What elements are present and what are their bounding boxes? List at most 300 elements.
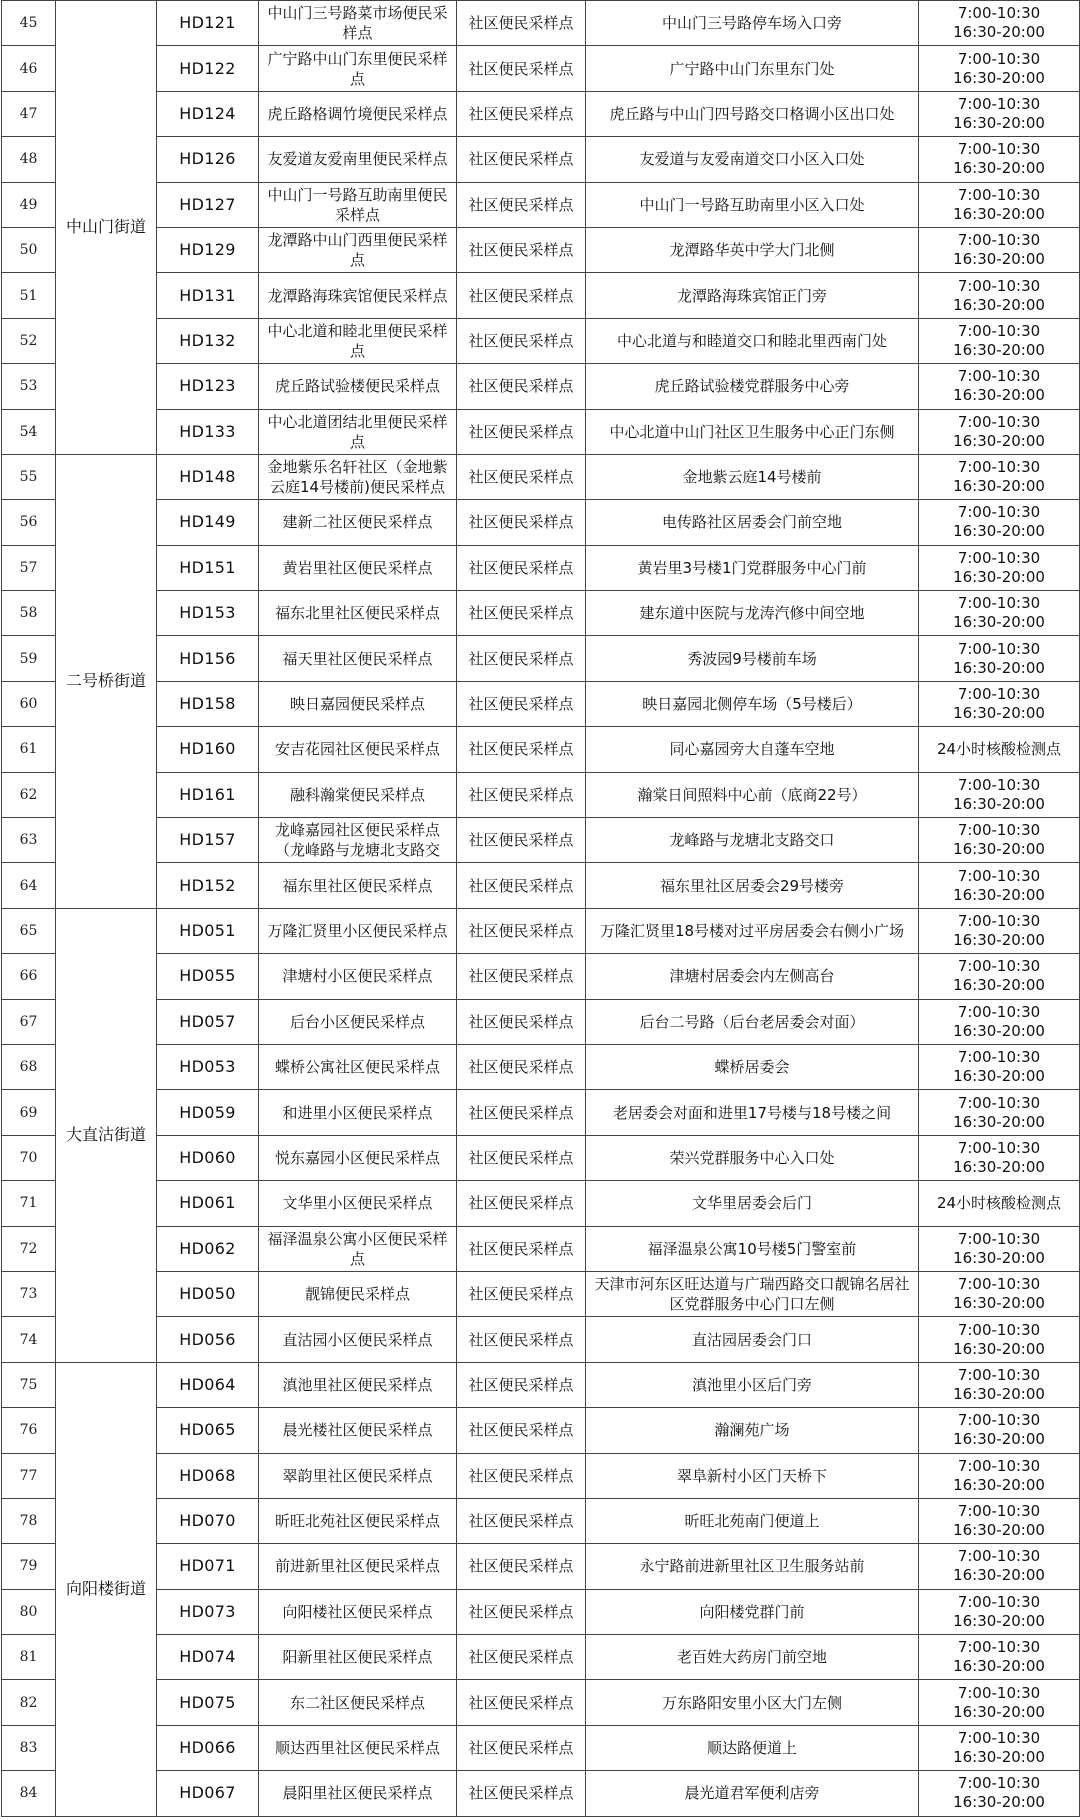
point-code: HD156: [157, 636, 259, 681]
point-name: 黄岩里社区便民采样点: [259, 545, 457, 590]
row-number: 72: [2, 1226, 56, 1271]
point-name: 龙潭路海珠宾馆便民采样点: [259, 273, 457, 318]
point-address: 中山门一号路互助南里小区入口处: [586, 182, 919, 227]
table-row: [2, 1589, 1080, 1634]
point-address: 永宁路前进新里社区卫生服务站前: [586, 1544, 919, 1589]
row-number: 75: [2, 1362, 56, 1407]
point-name: 融科瀚棠便民采样点: [259, 772, 457, 817]
service-hours-line: 7:00-10:30: [957, 367, 1041, 386]
row-number: 63: [2, 818, 56, 863]
service-hours-line: 16:30-20:00: [953, 1021, 1045, 1040]
point-code: HD148: [157, 454, 259, 499]
service-hours-line: 16:30-20:00: [953, 658, 1045, 677]
point-name: 虎丘路格调竹境便民采样点: [259, 91, 457, 136]
point-name: 中心北道团结北里便民采样点: [259, 409, 457, 454]
point-name: 顺达西里社区便民采样点: [259, 1725, 457, 1770]
service-hours-line: 7:00-10:30: [957, 185, 1041, 204]
service-hours: [919, 1317, 1080, 1362]
service-hours-line: 7:00-10:30: [957, 1002, 1041, 1021]
table-row: [2, 1408, 1080, 1453]
service-hours-line: 7:00-10:30: [957, 1683, 1041, 1702]
service-hours-line: 16:30-20:00: [953, 1430, 1045, 1449]
point-code: HD061: [157, 1181, 259, 1226]
table-row: [2, 999, 1080, 1044]
point-name: 中山门三号路菜市场便民采样点: [259, 1, 457, 46]
service-hours: [919, 1498, 1080, 1543]
point-type: 社区便民采样点: [457, 636, 586, 681]
row-number: 58: [2, 591, 56, 636]
point-name: 广宁路中山门东里便民采样点: [259, 46, 457, 91]
service-hours-line: 7:00-10:30: [957, 231, 1041, 250]
service-hours-line: 7:00-10:30: [957, 276, 1041, 295]
table-row: [2, 91, 1080, 136]
service-hours-line: 16:30-20:00: [953, 68, 1045, 87]
point-name: 昕旺北苑社区便民采样点: [259, 1498, 457, 1543]
table-row: [2, 364, 1080, 409]
point-code: HD055: [157, 954, 259, 999]
service-hours-line: 16:30-20:00: [953, 1248, 1045, 1267]
point-name: 龙峰嘉园社区便民采样点（龙峰路与龙塘北支路交: [259, 818, 457, 863]
street-name: 向阳楼街道: [56, 1362, 157, 1816]
table-row: [2, 772, 1080, 817]
service-hours: [919, 137, 1080, 182]
service-hours-line: 7:00-10:30: [957, 775, 1041, 794]
row-number: 52: [2, 318, 56, 363]
service-hours: [919, 273, 1080, 318]
point-type: 社区便民采样点: [457, 1453, 586, 1498]
table-row: [2, 545, 1080, 590]
service-hours-line: 7:00-10:30: [957, 321, 1041, 340]
point-address: 老居委会对面和进里17号楼与18号楼之间: [586, 1090, 919, 1135]
row-number: 80: [2, 1589, 56, 1634]
point-address: 中心北道中山门社区卫生服务中心正门东侧: [586, 409, 919, 454]
point-name: 福东北里社区便民采样点: [259, 591, 457, 636]
row-number: 57: [2, 545, 56, 590]
row-number: 67: [2, 999, 56, 1044]
point-address: 虎丘路试验楼党群服务中心旁: [586, 364, 919, 409]
point-address: 秀波园9号楼前车场: [586, 636, 919, 681]
point-address: 万隆汇贤里18号楼对过平房居委会右侧小广场: [586, 908, 919, 953]
point-address: 龙潭路华英中学大门北侧: [586, 227, 919, 272]
row-number: 79: [2, 1544, 56, 1589]
service-hours: [919, 1771, 1080, 1816]
table-row: [2, 636, 1080, 681]
service-hours-line: 16:30-20:00: [953, 794, 1045, 813]
table-row: [2, 863, 1080, 908]
point-type: 社区便民采样点: [457, 1226, 586, 1271]
service-hours: [919, 1362, 1080, 1407]
point-name: 映日嘉园便民采样点: [259, 681, 457, 726]
service-hours-line: 16:30-20:00: [953, 1067, 1045, 1086]
row-number: 82: [2, 1680, 56, 1725]
point-name: 前进新里社区便民采样点: [259, 1544, 457, 1589]
service-hours-line: 7:00-10:30: [957, 1456, 1041, 1475]
point-address: 广宁路中山门东里东门处: [586, 46, 919, 91]
table-row: [2, 818, 1080, 863]
row-number: 47: [2, 91, 56, 136]
point-type: 社区便民采样点: [457, 1, 586, 46]
table-row: [2, 1498, 1080, 1543]
service-hours: [919, 91, 1080, 136]
point-code: HD151: [157, 545, 259, 590]
service-hours: [919, 636, 1080, 681]
point-type: 社区便民采样点: [457, 1544, 586, 1589]
row-number: 78: [2, 1498, 56, 1543]
service-hours-line: 16:30-20:00: [953, 1793, 1045, 1812]
service-hours-line: 7:00-10:30: [957, 412, 1041, 431]
row-number: 59: [2, 636, 56, 681]
table-row: [2, 273, 1080, 318]
point-name: 后台小区便民采样点: [259, 999, 457, 1044]
table-row: [2, 1317, 1080, 1362]
point-name: 金地紫乐名轩社区（金地紫云庭14号楼前)便民采样点: [259, 454, 457, 499]
street-name: 中山门街道: [56, 1, 157, 455]
row-number: 84: [2, 1771, 56, 1816]
point-code: HD131: [157, 273, 259, 318]
point-code: HD152: [157, 863, 259, 908]
point-code: HD149: [157, 500, 259, 545]
point-type: 社区便民采样点: [457, 46, 586, 91]
point-type: 社区便民采样点: [457, 1725, 586, 1770]
point-type: 社区便民采样点: [457, 91, 586, 136]
point-type: 社区便民采样点: [457, 1680, 586, 1725]
point-name: 虎丘路试验楼便民采样点: [259, 364, 457, 409]
table-row: [2, 1226, 1080, 1271]
service-hours: [919, 863, 1080, 908]
point-address: 福泽温泉公寓10号楼5门警室前: [586, 1226, 919, 1271]
service-hours: [919, 46, 1080, 91]
point-type: 社区便民采样点: [457, 999, 586, 1044]
point-name: 向阳楼社区便民采样点: [259, 1589, 457, 1634]
service-hours-line: 7:00-10:30: [957, 957, 1041, 976]
point-name: 翠韵里社区便民采样点: [259, 1453, 457, 1498]
row-number: 60: [2, 681, 56, 726]
service-hours-line: 16:30-20:00: [953, 1566, 1045, 1585]
point-address: 金地紫云庭14号楼前: [586, 454, 919, 499]
service-hours: [919, 227, 1080, 272]
service-hours-line: 7:00-10:30: [957, 1774, 1041, 1793]
row-number: 68: [2, 1044, 56, 1089]
point-address: 向阳楼党群门前: [586, 1589, 919, 1634]
point-code: HD157: [157, 818, 259, 863]
service-hours-line: 7:00-10:30: [957, 503, 1041, 522]
service-hours: [919, 1453, 1080, 1498]
service-hours: [919, 908, 1080, 953]
service-hours: [919, 1635, 1080, 1680]
point-address: 电传路社区居委会门前空地: [586, 500, 919, 545]
service-hours-line: 7:00-10:30: [957, 685, 1041, 704]
service-hours: [919, 318, 1080, 363]
point-code: HD123: [157, 364, 259, 409]
point-address: 天津市河东区旺达道与广瑞西路交口靓锦名居社区党群服务中心门口左侧: [586, 1271, 919, 1316]
service-hours-line: 7:00-10:30: [957, 866, 1041, 885]
service-hours-line: 7:00-10:30: [957, 1093, 1041, 1112]
point-code: HD161: [157, 772, 259, 817]
point-address: 瀚棠日间照料中心前（底商22号）: [586, 772, 919, 817]
point-name: 阳新里社区便民采样点: [259, 1635, 457, 1680]
table-row: [2, 137, 1080, 182]
service-hours-line: 7:00-10:30: [957, 1729, 1041, 1748]
service-hours-line: 7:00-10:30: [957, 140, 1041, 159]
service-hours-line: 7:00-10:30: [957, 1592, 1041, 1611]
point-code: HD075: [157, 1680, 259, 1725]
row-number: 71: [2, 1181, 56, 1226]
point-type: 社区便民采样点: [457, 1498, 586, 1543]
service-hours-line: 16:30-20:00: [953, 613, 1045, 632]
service-hours-line: 16:30-20:00: [953, 204, 1045, 223]
row-number: 83: [2, 1725, 56, 1770]
service-hours-line: 7:00-10:30: [957, 1411, 1041, 1430]
service-hours-line: 16:30-20:00: [953, 1702, 1045, 1721]
service-hours-line: 7:00-10:30: [957, 94, 1041, 113]
service-hours: [919, 1044, 1080, 1089]
table-row: [2, 318, 1080, 363]
point-type: 社区便民采样点: [457, 500, 586, 545]
service-hours-line: 24小时核酸检测点: [936, 1193, 1062, 1212]
service-hours-line: 7:00-10:30: [957, 1638, 1041, 1657]
point-name: 晨阳里社区便民采样点: [259, 1771, 457, 1816]
point-code: HD153: [157, 591, 259, 636]
row-number: 62: [2, 772, 56, 817]
point-type: 社区便民采样点: [457, 727, 586, 772]
service-hours-line: 16:30-20:00: [953, 113, 1045, 132]
service-hours-line: 16:30-20:00: [953, 931, 1045, 949]
service-hours-line: 16:30-20:00: [953, 250, 1045, 269]
service-hours: [919, 454, 1080, 499]
row-number: 73: [2, 1271, 56, 1316]
point-address: 建东道中医院与龙涛汽修中间空地: [586, 591, 919, 636]
service-hours: [919, 1408, 1080, 1453]
table-row: [2, 46, 1080, 91]
service-hours-line: 16:30-20:00: [953, 477, 1045, 496]
point-type: 社区便民采样点: [457, 137, 586, 182]
point-code: HD129: [157, 227, 259, 272]
point-code: HD121: [157, 1, 259, 46]
row-number: 50: [2, 227, 56, 272]
point-name: 福天里社区便民采样点: [259, 636, 457, 681]
service-hours: [919, 591, 1080, 636]
service-hours: [919, 409, 1080, 454]
point-code: HD073: [157, 1589, 259, 1634]
point-type: 社区便民采样点: [457, 818, 586, 863]
service-hours: [919, 681, 1080, 726]
point-type: 社区便民采样点: [457, 1271, 586, 1316]
point-code: HD071: [157, 1544, 259, 1589]
point-code: HD067: [157, 1771, 259, 1816]
service-hours-line: 7:00-10:30: [957, 821, 1041, 840]
table-row: [2, 1, 1080, 46]
service-hours-line: 16:30-20:00: [953, 976, 1045, 995]
point-address: 友爱道与友爱南道交口小区入口处: [586, 137, 919, 182]
point-type: 社区便民采样点: [457, 1635, 586, 1680]
point-code: HD065: [157, 1408, 259, 1453]
service-hours-line: 7:00-10:30: [957, 912, 1041, 930]
service-hours: [919, 954, 1080, 999]
table-row: [2, 1135, 1080, 1180]
point-code: HD056: [157, 1317, 259, 1362]
table-row: [2, 1544, 1080, 1589]
point-address: 滇池里小区后门旁: [586, 1362, 919, 1407]
service-hours-line: 16:30-20:00: [953, 1748, 1045, 1767]
point-code: HD160: [157, 727, 259, 772]
point-address: 瀚澜苑广场: [586, 1408, 919, 1453]
point-address: 蝶桥居委会: [586, 1044, 919, 1089]
point-code: HD124: [157, 91, 259, 136]
point-code: HD068: [157, 1453, 259, 1498]
point-address: 中心北道与和睦道交口和睦北里西南门处: [586, 318, 919, 363]
table-row: [2, 1453, 1080, 1498]
point-name: 建新二社区便民采样点: [259, 500, 457, 545]
service-hours: [919, 364, 1080, 409]
service-hours-line: 7:00-10:30: [957, 4, 1041, 23]
service-hours-line: 16:30-20:00: [953, 340, 1045, 359]
point-name: 靓锦便民采样点: [259, 1271, 457, 1316]
service-hours-line: 16:30-20:00: [953, 840, 1045, 859]
point-code: HD062: [157, 1226, 259, 1271]
point-name: 友爱道友爱南里便民采样点: [259, 137, 457, 182]
service-hours-line: 16:30-20:00: [953, 23, 1045, 42]
point-type: 社区便民采样点: [457, 1771, 586, 1816]
service-hours: [919, 727, 1080, 772]
point-name: 龙潭路中山门西里便民采样点: [259, 227, 457, 272]
row-number: 54: [2, 409, 56, 454]
service-hours-line: 7:00-10:30: [957, 458, 1041, 477]
service-hours-line: 16:30-20:00: [953, 1521, 1045, 1540]
service-hours-line: 7:00-10:30: [957, 1048, 1041, 1067]
service-hours-line: 16:30-20:00: [953, 1657, 1045, 1676]
point-code: HD127: [157, 182, 259, 227]
point-address: 龙潭路海珠宾馆正门旁: [586, 273, 919, 318]
point-type: 社区便民采样点: [457, 545, 586, 590]
point-type: 社区便民采样点: [457, 681, 586, 726]
point-name: 安吉花园社区便民采样点: [259, 727, 457, 772]
service-hours: [919, 1725, 1080, 1770]
row-number: 56: [2, 500, 56, 545]
point-address: 龙峰路与龙塘北支路交口: [586, 818, 919, 863]
service-hours: [919, 818, 1080, 863]
point-type: 社区便民采样点: [457, 1090, 586, 1135]
point-code: HD122: [157, 46, 259, 91]
point-type: 社区便民采样点: [457, 772, 586, 817]
service-hours: [919, 182, 1080, 227]
point-name: 晨光楼社区便民采样点: [259, 1408, 457, 1453]
row-number: 77: [2, 1453, 56, 1498]
point-address: 荣兴党群服务中心入口处: [586, 1135, 919, 1180]
service-hours-line: 16:30-20:00: [953, 386, 1045, 405]
point-address: 后台二号路（后台老居委会对面）: [586, 999, 919, 1044]
point-type: 社区便民采样点: [457, 1317, 586, 1362]
service-hours: [919, 1135, 1080, 1180]
point-type: 社区便民采样点: [457, 182, 586, 227]
table-row: [2, 409, 1080, 454]
point-type: 社区便民采样点: [457, 409, 586, 454]
point-address: 同心嘉园旁大自蓬车空地: [586, 727, 919, 772]
street-name: 二号桥街道: [56, 454, 157, 908]
service-hours-line: 16:30-20:00: [953, 704, 1045, 723]
service-hours-line: 16:30-20:00: [953, 431, 1045, 450]
service-hours-line: 16:30-20:00: [953, 1384, 1045, 1403]
service-hours: [919, 1090, 1080, 1135]
table-row: [2, 182, 1080, 227]
row-number: 69: [2, 1090, 56, 1135]
row-number: 51: [2, 273, 56, 318]
row-number: 64: [2, 863, 56, 908]
point-address: 文华里居委会后门: [586, 1181, 919, 1226]
service-hours-line: 7:00-10:30: [957, 1320, 1041, 1339]
service-hours-line: 7:00-10:30: [957, 49, 1041, 68]
service-hours-line: 7:00-10:30: [957, 548, 1041, 567]
table-row: [2, 454, 1080, 499]
point-code: HD064: [157, 1362, 259, 1407]
point-type: 社区便民采样点: [457, 273, 586, 318]
row-number: 45: [2, 1, 56, 46]
point-type: 社区便民采样点: [457, 364, 586, 409]
point-type: 社区便民采样点: [457, 863, 586, 908]
row-number: 76: [2, 1408, 56, 1453]
point-type: 社区便民采样点: [457, 454, 586, 499]
table-body: [2, 1, 1080, 1817]
point-type: 社区便民采样点: [457, 1362, 586, 1407]
point-type: 社区便民采样点: [457, 954, 586, 999]
point-code: HD132: [157, 318, 259, 363]
point-name: 万隆汇贤里小区便民采样点: [259, 908, 457, 953]
point-code: HD126: [157, 137, 259, 182]
row-number: 70: [2, 1135, 56, 1180]
service-hours-line: 16:30-20:00: [953, 159, 1045, 178]
point-name: 文华里小区便民采样点: [259, 1181, 457, 1226]
service-hours-line: 16:30-20:00: [953, 1611, 1045, 1630]
point-address: 万东路阳安里小区大门左侧: [586, 1680, 919, 1725]
service-hours: [919, 999, 1080, 1044]
table-row: [2, 591, 1080, 636]
point-type: 社区便民采样点: [457, 1181, 586, 1226]
table-row: [2, 1725, 1080, 1770]
point-name: 直沽园小区便民采样点: [259, 1317, 457, 1362]
point-address: 津塘村居委会内左侧高台: [586, 954, 919, 999]
row-number: 55: [2, 454, 56, 499]
point-code: HD133: [157, 409, 259, 454]
point-type: 社区便民采样点: [457, 591, 586, 636]
service-hours: [919, 1226, 1080, 1271]
row-number: 81: [2, 1635, 56, 1680]
service-hours: [919, 1181, 1080, 1226]
service-hours-line: 16:30-20:00: [953, 885, 1045, 904]
point-name: 中山门一号路互助南里便民采样点: [259, 182, 457, 227]
point-code: HD059: [157, 1090, 259, 1135]
point-code: HD158: [157, 681, 259, 726]
service-hours-line: 16:30-20:00: [953, 1112, 1045, 1131]
service-hours-line: 7:00-10:30: [957, 1275, 1041, 1294]
point-address: 顺达路便道上: [586, 1725, 919, 1770]
service-hours: [919, 1271, 1080, 1316]
table-row: [2, 954, 1080, 999]
point-name: 和进里小区便民采样点: [259, 1090, 457, 1135]
table-row: [2, 1271, 1080, 1316]
service-hours-line: 7:00-10:30: [957, 594, 1041, 613]
point-type: 社区便民采样点: [457, 1589, 586, 1634]
point-name: 滇池里社区便民采样点: [259, 1362, 457, 1407]
table-row: [2, 1635, 1080, 1680]
point-name: 蝶桥公寓社区便民采样点: [259, 1044, 457, 1089]
point-address: 翠阜新村小区门天桥下: [586, 1453, 919, 1498]
service-hours-line: 16:30-20:00: [953, 1157, 1045, 1176]
point-address: 直沽园居委会门口: [586, 1317, 919, 1362]
point-code: HD053: [157, 1044, 259, 1089]
sampling-points-table: [1, 0, 1080, 1817]
service-hours-line: 16:30-20:00: [953, 522, 1045, 541]
point-address: 福东里社区居委会29号楼旁: [586, 863, 919, 908]
point-name: 福泽温泉公寓小区便民采样点: [259, 1226, 457, 1271]
